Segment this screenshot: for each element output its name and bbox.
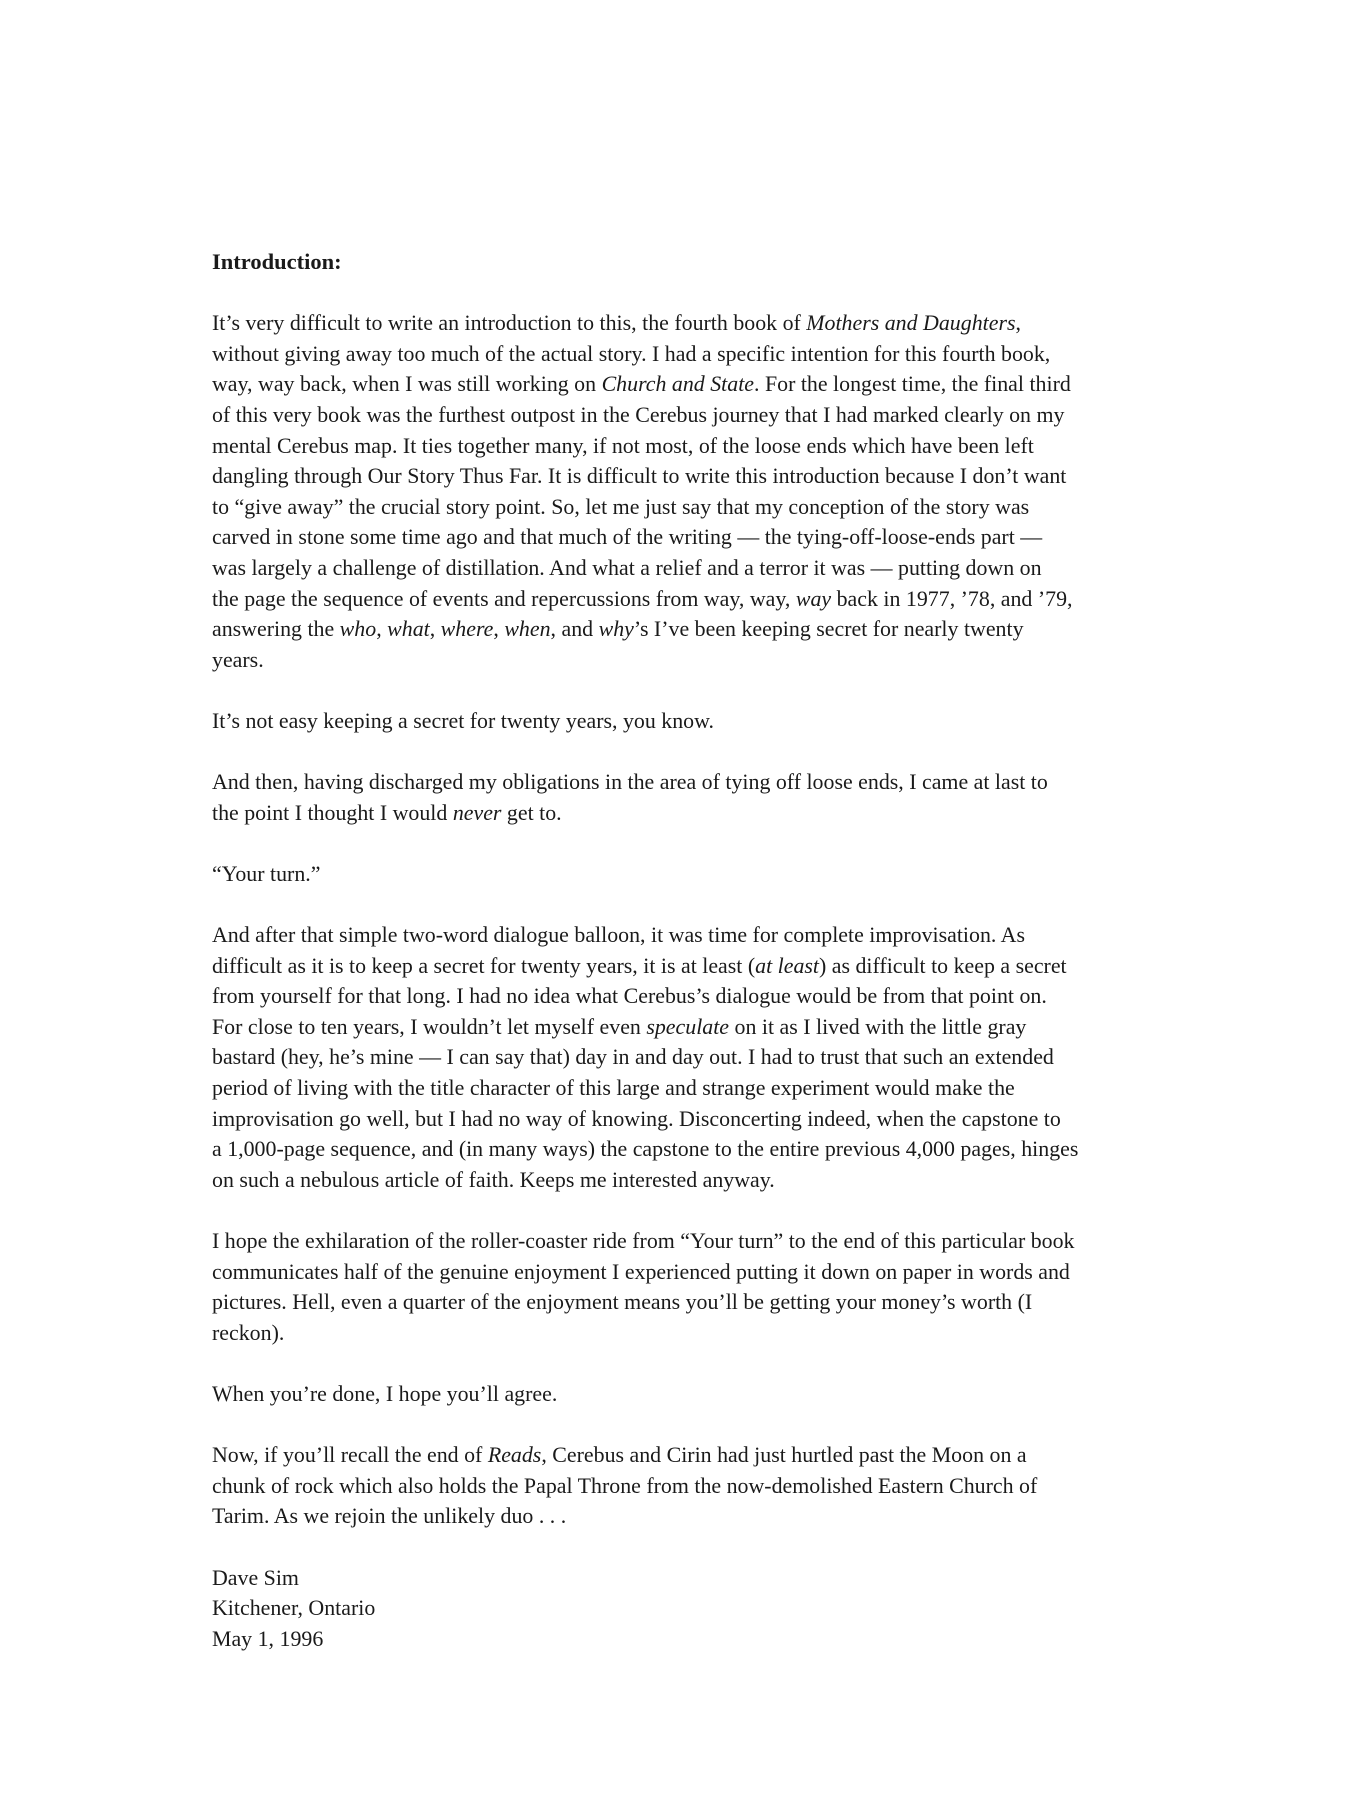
paragraph-spacer	[212, 737, 1224, 768]
text-segment: ) as difficult to keep a secret	[819, 952, 1067, 978]
paragraph	[212, 920, 1252, 1195]
text-segment: a 1,000-page sequence, and (in many ways) the capstone to the entire previous 4,000 pages, hinges	[212, 1136, 1079, 1162]
text-segment: It’s very difficult to write an introduction to this, the fourth book of	[212, 310, 807, 336]
text-line	[212, 339, 1224, 370]
text-segment: communicates half of the genuine enjoyment I experienced putting it down on paper in words and	[212, 1258, 1070, 1284]
text-line	[212, 1134, 1224, 1165]
text-segment: was largely a challenge of distillation. And what a relief and a terror it was — putting down on	[212, 554, 1042, 580]
text-segment: “Your turn.”	[212, 860, 321, 886]
text-segment: years.	[212, 646, 264, 672]
text-segment: improvisation go well, but I had no way of knowing. Disconcerting indeed, when the capstone to	[212, 1105, 1061, 1131]
text-segment: For close to ten years, I wouldn’t let myself even	[212, 1013, 647, 1039]
text-segment: Dave Sim	[212, 1564, 299, 1590]
text-line	[212, 1501, 1224, 1532]
text-line	[212, 1012, 1224, 1043]
paragraph-spacer	[212, 1348, 1224, 1379]
paragraph	[212, 1379, 1252, 1410]
text-line	[212, 1318, 1224, 1349]
italic-text: where	[440, 616, 494, 642]
italic-text: who	[339, 616, 377, 642]
text-segment: bastard (hey, he’s mine — I can say that) day in and day out. I had to trust that such an extended	[212, 1044, 1054, 1070]
text-segment: It’s not easy keeping a secret for twenty years, you know.	[212, 707, 715, 733]
paragraph-spacer	[212, 1195, 1224, 1226]
text-line	[212, 859, 1224, 890]
text-line	[212, 1073, 1224, 1104]
text-line	[212, 645, 1224, 676]
text-line	[212, 1165, 1224, 1196]
text-segment: the page the sequence of events and repercussions from way, way,	[212, 585, 796, 611]
italic-text: when	[504, 616, 551, 642]
italic-text: Reads	[487, 1442, 542, 1468]
text-segment: period of living with the title character of this large and strange experiment would make the	[212, 1075, 1015, 1101]
italic-text: never	[452, 799, 502, 825]
text-segment: , and	[550, 616, 599, 642]
text-segment: ,	[429, 616, 441, 642]
text-line	[212, 1593, 1224, 1624]
text-line	[212, 614, 1224, 645]
italic-text: at least	[755, 952, 820, 978]
text-segment: dangling through Our Story Thus Far. It is difficult to write this introduction because I don’t want	[212, 463, 1067, 489]
italic-text: what	[387, 616, 430, 642]
paragraph-spacer	[212, 1532, 1224, 1563]
text-segment: Kitchener, Ontario	[212, 1595, 376, 1621]
paragraph-spacer	[212, 1410, 1224, 1441]
text-segment: May 1, 1996	[212, 1625, 324, 1651]
text-line	[212, 431, 1224, 462]
text-line	[212, 492, 1224, 523]
text-segment: back in 1977, ’78, and ’79,	[831, 585, 1073, 611]
signature-block	[212, 1563, 1252, 1655]
document-page	[212, 247, 1252, 1654]
text-line	[212, 767, 1224, 798]
paragraph-spacer	[212, 889, 1224, 920]
text-line	[212, 1104, 1224, 1135]
text-segment: . For the longest time, the final third	[754, 371, 1071, 397]
spacer	[212, 278, 1252, 309]
text-line	[212, 308, 1224, 339]
text-segment: difficult as it is to keep a secret for twenty years, it is at least (	[212, 952, 756, 978]
text-segment: to “give away” the crucial story point. So, let me just say that my conception of the story was	[212, 493, 1030, 519]
text-line	[212, 981, 1224, 1012]
text-segment: chunk of rock which also holds the Papal Throne from the now-demolished Eastern Church of	[212, 1472, 1038, 1498]
paragraph	[212, 706, 1252, 737]
document-body	[212, 308, 1252, 1654]
text-segment: ,	[1015, 310, 1021, 336]
text-line	[212, 706, 1224, 737]
text-line	[212, 553, 1224, 584]
paragraph-spacer	[212, 828, 1224, 859]
text-line	[212, 400, 1224, 431]
text-segment: get to.	[501, 799, 562, 825]
text-segment: ,	[493, 616, 505, 642]
text-line	[212, 798, 1224, 829]
text-line	[212, 1287, 1224, 1318]
text-segment: Now, if you’ll recall the end of	[212, 1442, 488, 1468]
text-segment: on such a nebulous article of faith. Keeps me interested anyway.	[212, 1166, 775, 1192]
text-segment: ’s I’ve been keeping secret for nearly twenty	[633, 616, 1024, 642]
text-segment: ,	[376, 616, 388, 642]
text-segment: way, way back, when I was still working on	[212, 371, 602, 397]
text-segment: without giving away too much of the actual story. I had a specific intention for this fourth book,	[212, 340, 1051, 366]
text-segment: , Cerebus and Cirin had just hurtled past the Moon on a	[541, 1442, 1027, 1468]
italic-text: way	[795, 585, 832, 611]
text-segment: mental Cerebus map. It ties together many, if not most, of the loose ends which have been left	[212, 432, 1034, 458]
text-line	[212, 461, 1224, 492]
paragraph	[212, 1226, 1252, 1348]
text-segment: And after that simple two-word dialogue balloon, it was time for complete improvisation. As	[212, 922, 1025, 948]
text-segment: carved in stone some time ago and that much of the writing — the tying-off-loose-ends part —	[212, 524, 1043, 550]
paragraph	[212, 1440, 1252, 1532]
text-segment: of this very book was the furthest outpost in the Cerebus journey that I had marked clearly on my	[212, 401, 1065, 427]
text-segment: answering the	[212, 616, 340, 642]
text-segment: And then, having discharged my obligations in the area of tying off loose ends, I came at last to	[212, 769, 1048, 795]
text-segment: from yourself for that long. I had no idea what Cerebus’s dialogue would be from that point on.	[212, 983, 1047, 1009]
text-segment: on it as I lived with the little gray	[729, 1013, 1027, 1039]
italic-text: speculate	[646, 1013, 730, 1039]
italic-text: Church and State	[601, 371, 755, 397]
text-line	[212, 1379, 1224, 1410]
text-line	[212, 951, 1224, 982]
text-segment: I hope the exhilaration of the roller-coaster ride from “Your turn” to the end of this particular book	[212, 1228, 1075, 1253]
text-line	[212, 369, 1224, 400]
text-segment: When you’re done, I hope you’ll agree.	[212, 1380, 558, 1406]
text-line	[212, 1440, 1224, 1471]
text-line	[212, 1042, 1224, 1073]
text-segment: Tarim. As we rejoin the unlikely duo . . .	[212, 1503, 567, 1529]
text-line	[212, 1563, 1224, 1594]
paragraph-spacer	[212, 675, 1224, 706]
text-segment: reckon).	[212, 1319, 285, 1345]
text-line	[212, 920, 1224, 951]
text-line	[212, 1226, 1224, 1257]
paragraph	[212, 859, 1252, 890]
text-line	[212, 584, 1224, 615]
text-segment: the point I thought I would	[212, 799, 453, 825]
italic-text: why	[598, 616, 634, 642]
paragraph	[212, 767, 1252, 828]
text-line	[212, 1471, 1224, 1502]
paragraph	[212, 308, 1252, 675]
italic-text: Mothers and Daughters	[806, 310, 1016, 336]
text-segment: pictures. Hell, even a quarter of the enjoyment means you’ll be getting your money’s worth (I	[212, 1289, 1033, 1315]
text-line	[212, 1624, 1224, 1655]
text-line	[212, 1257, 1224, 1288]
text-line	[212, 522, 1224, 553]
page-title: Introduction:	[212, 249, 342, 274]
